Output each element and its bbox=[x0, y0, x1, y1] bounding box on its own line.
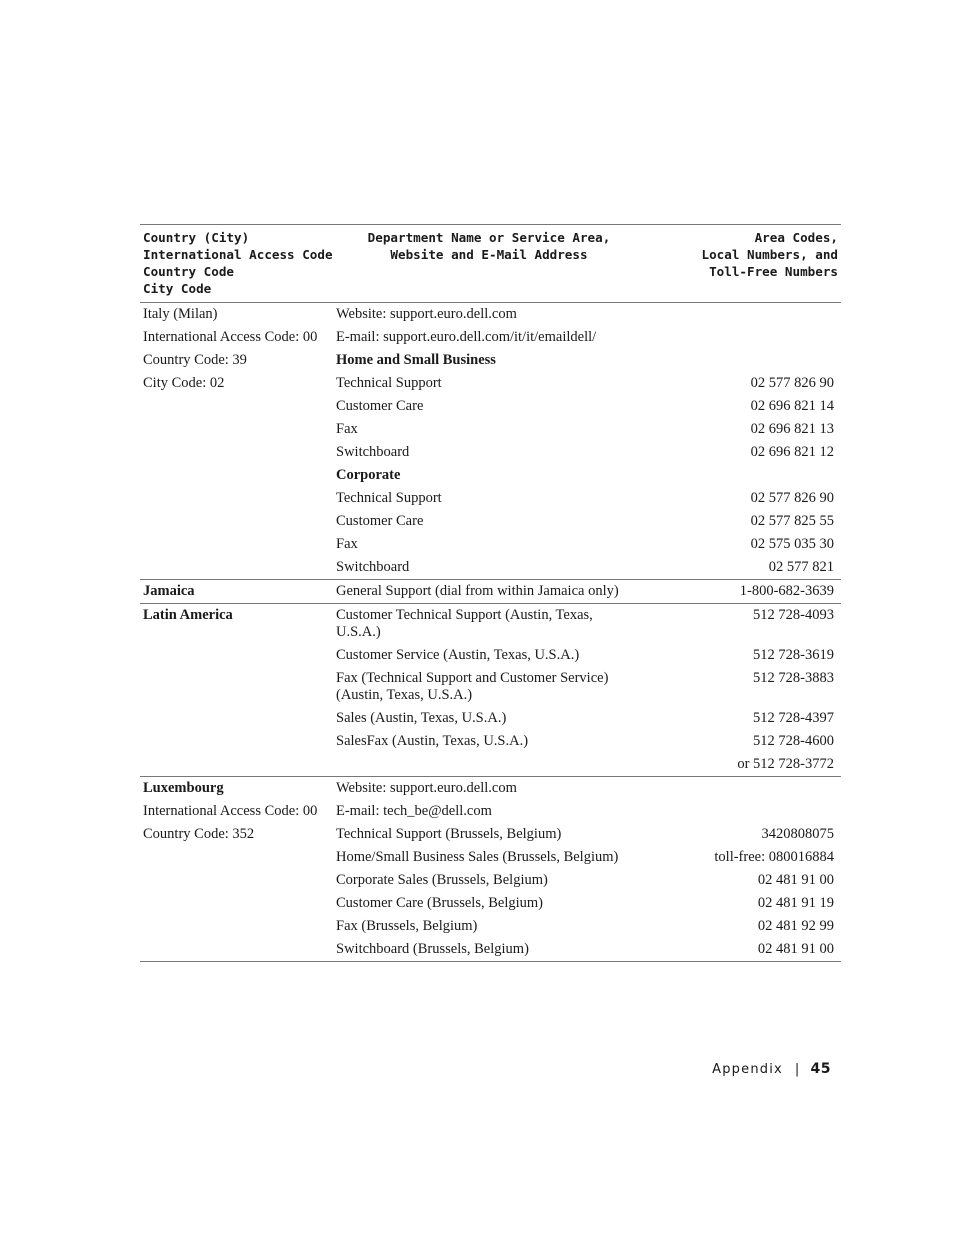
phone-number: 512 728-4600 bbox=[753, 733, 834, 749]
empty-cell bbox=[140, 444, 336, 461]
header-country bbox=[140, 229, 339, 297]
service-name: Customer Service (Austin, Texas, U.S.A.) bbox=[336, 647, 580, 663]
table-row bbox=[140, 464, 841, 487]
label: Country Code: bbox=[143, 826, 233, 842]
phone-number: 512 728-3619 bbox=[753, 647, 834, 663]
service-name: Switchboard bbox=[336, 559, 410, 575]
table-row bbox=[140, 644, 841, 667]
country-group-latin-america bbox=[140, 604, 841, 777]
empty-cell bbox=[140, 733, 336, 750]
country-name: Latin America bbox=[143, 607, 233, 623]
service-name: Corporate Sales (Brussels, Belgium) bbox=[336, 872, 548, 888]
service-name: SalesFax (Austin, Texas, U.S.A.) bbox=[336, 733, 529, 749]
header-text: Area Codes, bbox=[754, 230, 838, 245]
number-cell bbox=[636, 803, 841, 820]
phone-number: 02 481 91 19 bbox=[757, 895, 834, 911]
country-group-jamaica bbox=[140, 580, 841, 604]
service-name: Home/Small Business Sales (Brussels, Belgium) bbox=[336, 849, 619, 865]
empty-cell bbox=[140, 490, 336, 507]
table-row bbox=[140, 777, 841, 800]
country-code bbox=[140, 826, 336, 843]
header-text: International Access Code bbox=[143, 247, 333, 262]
section-heading: Corporate bbox=[336, 467, 401, 483]
access-code bbox=[140, 803, 336, 820]
service-name: Technical Support bbox=[336, 490, 442, 506]
website-link[interactable]: support.euro.dell.com bbox=[390, 306, 517, 322]
service-name: Sales (Austin, Texas, U.S.A.) bbox=[336, 710, 507, 726]
header-department bbox=[339, 229, 639, 297]
phone-number: 512 728-4397 bbox=[753, 710, 834, 726]
label: Website: bbox=[336, 306, 390, 322]
phone-number: 512 728-3883 bbox=[753, 670, 834, 686]
phone-number: toll-free: 080016884 bbox=[714, 849, 834, 865]
label: International Access Code: bbox=[143, 803, 303, 819]
service-name: Switchboard bbox=[336, 444, 410, 460]
country-name: Jamaica bbox=[143, 583, 195, 599]
phone-number: 02 696 821 14 bbox=[750, 398, 834, 414]
empty-cell bbox=[140, 513, 336, 530]
table-row bbox=[140, 869, 841, 892]
number-cell bbox=[636, 329, 841, 346]
empty-cell bbox=[140, 872, 336, 889]
empty-cell bbox=[140, 536, 336, 553]
service-name: Technical Support (Brussels, Belgium) bbox=[336, 826, 562, 842]
empty-cell bbox=[140, 895, 336, 912]
table-row bbox=[140, 800, 841, 823]
empty-cell bbox=[140, 918, 336, 935]
email-link[interactable]: support.euro.dell.com/it/it/emaildell/ bbox=[383, 329, 597, 345]
phone-number: 1-800-682-3639 bbox=[739, 583, 834, 599]
header-text: City Code bbox=[143, 281, 212, 296]
table-row bbox=[140, 533, 841, 556]
table-row bbox=[140, 580, 841, 603]
table-row bbox=[140, 418, 841, 441]
table-row bbox=[140, 372, 841, 395]
phone-number: 02 577 825 55 bbox=[750, 513, 834, 529]
table-row bbox=[140, 604, 841, 644]
number-cell bbox=[636, 467, 841, 484]
country-group-italy bbox=[140, 303, 841, 580]
country-code bbox=[140, 352, 336, 369]
service-name: Technical Support bbox=[336, 375, 442, 391]
header-text: Toll-Free Numbers bbox=[709, 264, 838, 279]
empty-cell bbox=[140, 670, 336, 704]
header-text: Website and E-Mail Address bbox=[390, 247, 588, 262]
number-cell bbox=[636, 352, 841, 369]
footer-separator: | bbox=[794, 1062, 801, 1077]
value: 352 bbox=[232, 826, 255, 842]
table-row bbox=[140, 441, 841, 464]
table-row bbox=[140, 730, 841, 753]
phone-number: 512 728-4093 bbox=[753, 607, 834, 623]
service-name: Switchboard (Brussels, Belgium) bbox=[336, 941, 529, 957]
empty-cell bbox=[140, 941, 336, 958]
empty-cell bbox=[140, 647, 336, 664]
country-group-luxembourg bbox=[140, 777, 841, 962]
website-link[interactable]: support.euro.dell.com bbox=[390, 780, 517, 796]
table-row bbox=[140, 707, 841, 730]
empty-cell bbox=[140, 756, 336, 773]
access-code bbox=[140, 329, 336, 346]
table-row bbox=[140, 510, 841, 533]
service-name: Customer Care bbox=[336, 398, 424, 414]
table-row bbox=[140, 846, 841, 869]
service-name: Customer Care bbox=[336, 513, 424, 529]
table-row bbox=[140, 892, 841, 915]
label: E-mail: bbox=[336, 329, 384, 345]
email-cell[interactable]: E-mail: tech_be@dell.com bbox=[336, 803, 492, 819]
table-row bbox=[140, 753, 841, 776]
phone-number: or 512 728-3772 bbox=[737, 756, 834, 772]
page-number: 45 bbox=[810, 1061, 831, 1077]
table-row bbox=[140, 395, 841, 418]
contact-table bbox=[140, 224, 841, 962]
label: City Code: bbox=[143, 375, 210, 391]
service-name: Customer Technical Support (Austin, Texas, U.S.A.) bbox=[336, 607, 593, 640]
empty-cell bbox=[140, 421, 336, 438]
phone-number: 02 481 91 00 bbox=[757, 872, 834, 888]
header-text: Local Numbers, and bbox=[701, 247, 838, 262]
table-row bbox=[140, 667, 841, 707]
empty-cell bbox=[140, 849, 336, 866]
empty-cell bbox=[140, 398, 336, 415]
table-row bbox=[140, 326, 841, 349]
header-text: Country Code bbox=[143, 264, 234, 279]
number-cell bbox=[636, 306, 841, 323]
header-text: Country (City) bbox=[143, 230, 250, 245]
number-cell bbox=[636, 780, 841, 797]
phone-number: 3420808075 bbox=[761, 826, 834, 842]
section-name: Appendix bbox=[712, 1062, 783, 1077]
empty-cell bbox=[140, 467, 336, 484]
phone-number: 02 696 821 12 bbox=[750, 444, 834, 460]
header-text: Department Name or Service Area, bbox=[367, 230, 611, 245]
value: 02 bbox=[209, 375, 225, 391]
table-row bbox=[140, 823, 841, 846]
label: Country Code: bbox=[143, 352, 233, 368]
table-row bbox=[140, 349, 841, 372]
phone-number: 02 481 92 99 bbox=[757, 918, 834, 934]
service-name: Fax (Technical Support and Customer Service) (Austin, Texas, U.S.A.) bbox=[336, 670, 609, 703]
value: 00 bbox=[302, 803, 318, 819]
service-name: Fax (Brussels, Belgium) bbox=[336, 918, 478, 934]
website-cell bbox=[336, 306, 636, 323]
phone-number: 02 577 821 bbox=[768, 559, 834, 575]
value: 00 bbox=[302, 329, 318, 345]
empty-cell bbox=[140, 559, 336, 576]
country-name: Italy (Milan) bbox=[143, 306, 218, 322]
phone-number: 02 575 035 30 bbox=[750, 536, 834, 552]
city-code bbox=[140, 375, 336, 392]
email-cell bbox=[336, 329, 636, 346]
empty-cell bbox=[336, 756, 636, 773]
table-row bbox=[140, 487, 841, 510]
phone-number: 02 696 821 13 bbox=[750, 421, 834, 437]
table-row bbox=[140, 915, 841, 938]
header-numbers bbox=[639, 229, 841, 297]
table-row bbox=[140, 938, 841, 961]
page-footer bbox=[712, 1061, 831, 1077]
phone-number: 02 577 826 90 bbox=[750, 490, 834, 506]
country-name: Luxembourg bbox=[143, 780, 224, 796]
table-row bbox=[140, 556, 841, 579]
section-heading: Home and Small Business bbox=[336, 352, 496, 368]
phone-number: 02 481 91 00 bbox=[757, 941, 834, 957]
service-name: Customer Care (Brussels, Belgium) bbox=[336, 895, 544, 911]
empty-cell bbox=[140, 710, 336, 727]
label: International Access Code: bbox=[143, 329, 303, 345]
service-name: Fax bbox=[336, 421, 358, 437]
website-cell bbox=[336, 780, 636, 797]
phone-number: 02 577 826 90 bbox=[750, 375, 834, 391]
service-name: General Support (dial from within Jamaica only) bbox=[336, 583, 619, 599]
label: Website: bbox=[336, 780, 390, 796]
service-name: Fax bbox=[336, 536, 358, 552]
table-header bbox=[140, 224, 841, 303]
value: 39 bbox=[232, 352, 247, 368]
table-row bbox=[140, 303, 841, 326]
